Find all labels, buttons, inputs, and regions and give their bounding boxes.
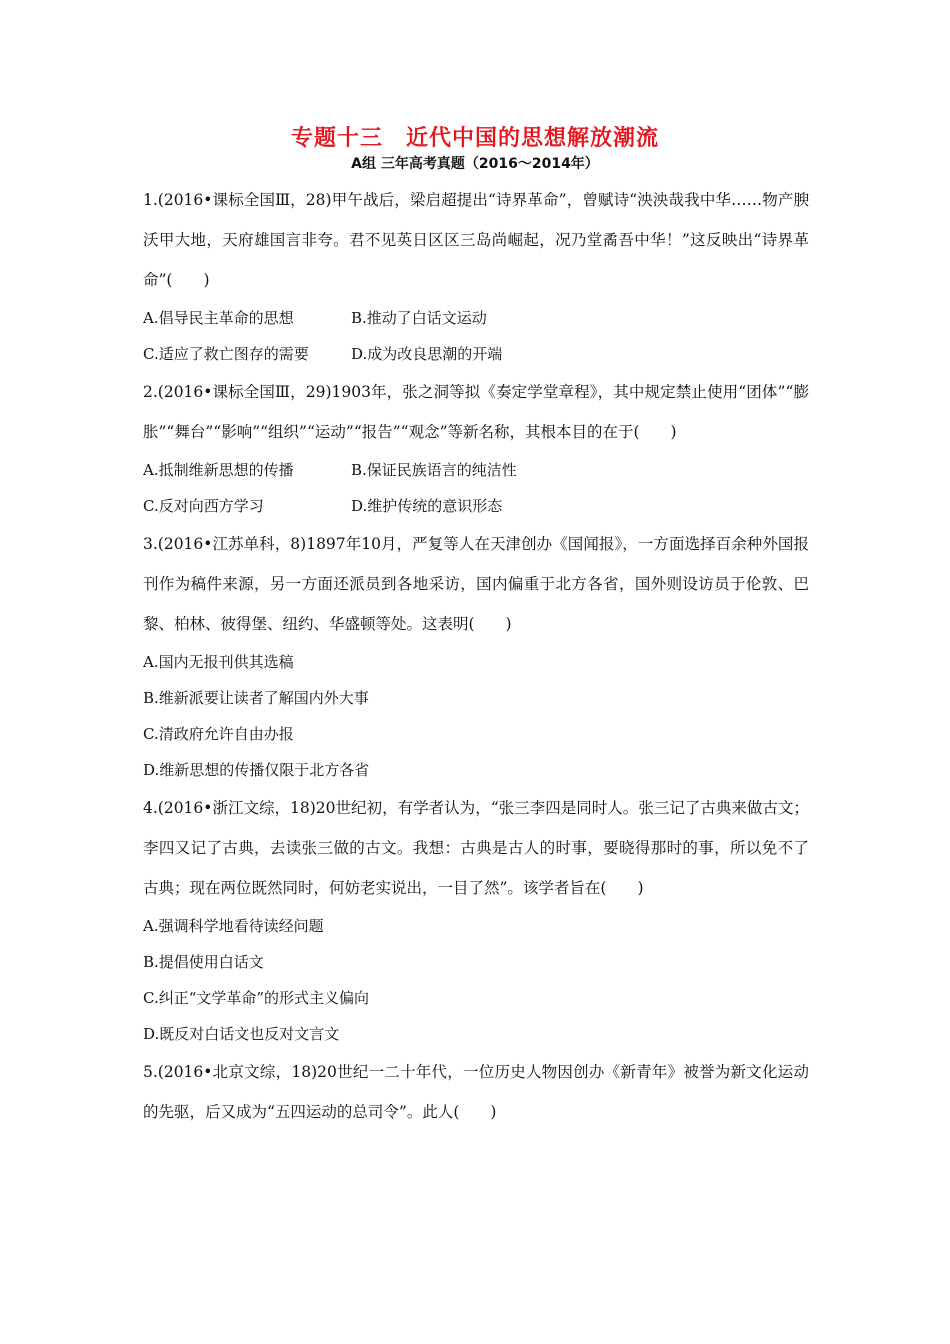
option-c: C.纠正“文学革命”的形式主义偏向 <box>143 989 370 1007</box>
option-b: B.维新派要让读者了解国内外大事 <box>143 689 369 707</box>
question-3 <box>143 524 809 788</box>
question-stem: 2.(2016•课标全国Ⅲ，29)1903年，张之洞等拟《奏定学堂章程》，其中规定禁止使用“团体”“膨胀”“舞台”“影响”“组织”“运动”“报告”“观念”等新名称，其根本目的在于( ) <box>143 383 809 441</box>
question-stem: 4.(2016•浙江文综，18)20世纪初，有学者认为，“张三李四是同时人。张三记了古典来做古文；李四又记了古典，去读张三做的古文。我想：古典是古人的时事，要晓得那时的事，所以免不了古典；现在两位既然同时，何妨老实说出，一目了然”。该学者旨在( ) <box>143 799 809 897</box>
question-4 <box>143 788 809 1052</box>
option-a: A.抵制维新思想的传播 <box>143 461 294 479</box>
option-row <box>143 300 809 336</box>
option-row <box>143 452 809 488</box>
option-b: B.保证民族语言的纯洁性 <box>351 461 517 479</box>
option-a: A.倡导民主革命的思想 <box>143 309 294 327</box>
option-d: D.维护传统的意识形态 <box>351 497 503 515</box>
option-c: C.适应了救亡图存的需要 <box>143 345 309 363</box>
question-2 <box>143 372 809 524</box>
question-5 <box>143 1052 809 1132</box>
option-b: B.提倡使用白话文 <box>143 953 264 971</box>
option-b: B.推动了白话文运动 <box>351 309 487 327</box>
option-row <box>143 488 809 524</box>
question-list <box>143 180 809 1132</box>
page-title: 专题十三 近代中国的思想解放潮流 <box>290 126 659 151</box>
section-subtitle: A组 三年高考真题（2016～2014年） <box>351 156 599 172</box>
option-d: D.既反对白话文也反对文言文 <box>143 1025 340 1043</box>
option-row <box>143 336 809 372</box>
question-stem: 5.(2016•北京文综，18)20世纪一二十年代，一位历史人物因创办《新青年》被誉为新文化运动的先驱，后又成为“五四运动的总司令”。此人( ) <box>143 1063 809 1121</box>
option-a: A.国内无报刊供其选稿 <box>143 653 294 671</box>
option-c: C.反对向西方学习 <box>143 497 264 515</box>
question-1 <box>143 180 809 372</box>
option-a: A.强调科学地看待读经问题 <box>143 917 324 935</box>
option-d: D.成为改良思潮的开端 <box>351 345 503 363</box>
option-d: D.维新思想的传播仅限于北方各省 <box>143 761 370 779</box>
question-stem: 3.(2016•江苏单科，8)1897年10月，严复等人在天津创办《国闻报》，一方面选择百余种外国报刊作为稿件来源，另一方面还派员到各地采访，国内偏重于北方各省，国外则设访员于伦敦、巴黎、柏林、彼得堡、纽约、华盛顿等处。这表明( ) <box>143 535 809 633</box>
question-stem: 1.(2016•课标全国Ⅲ，28)甲午战后，梁启超提出“诗界革命”，曾赋诗“泱泱哉我中华……物产腴沃甲大地，天府雄国言非夸。君不见英日区区三岛尚崛起，况乃堂矞吾中华！”这反映出“诗界革命”( ) <box>143 191 809 289</box>
option-c: C.清政府允许自由办报 <box>143 725 294 743</box>
